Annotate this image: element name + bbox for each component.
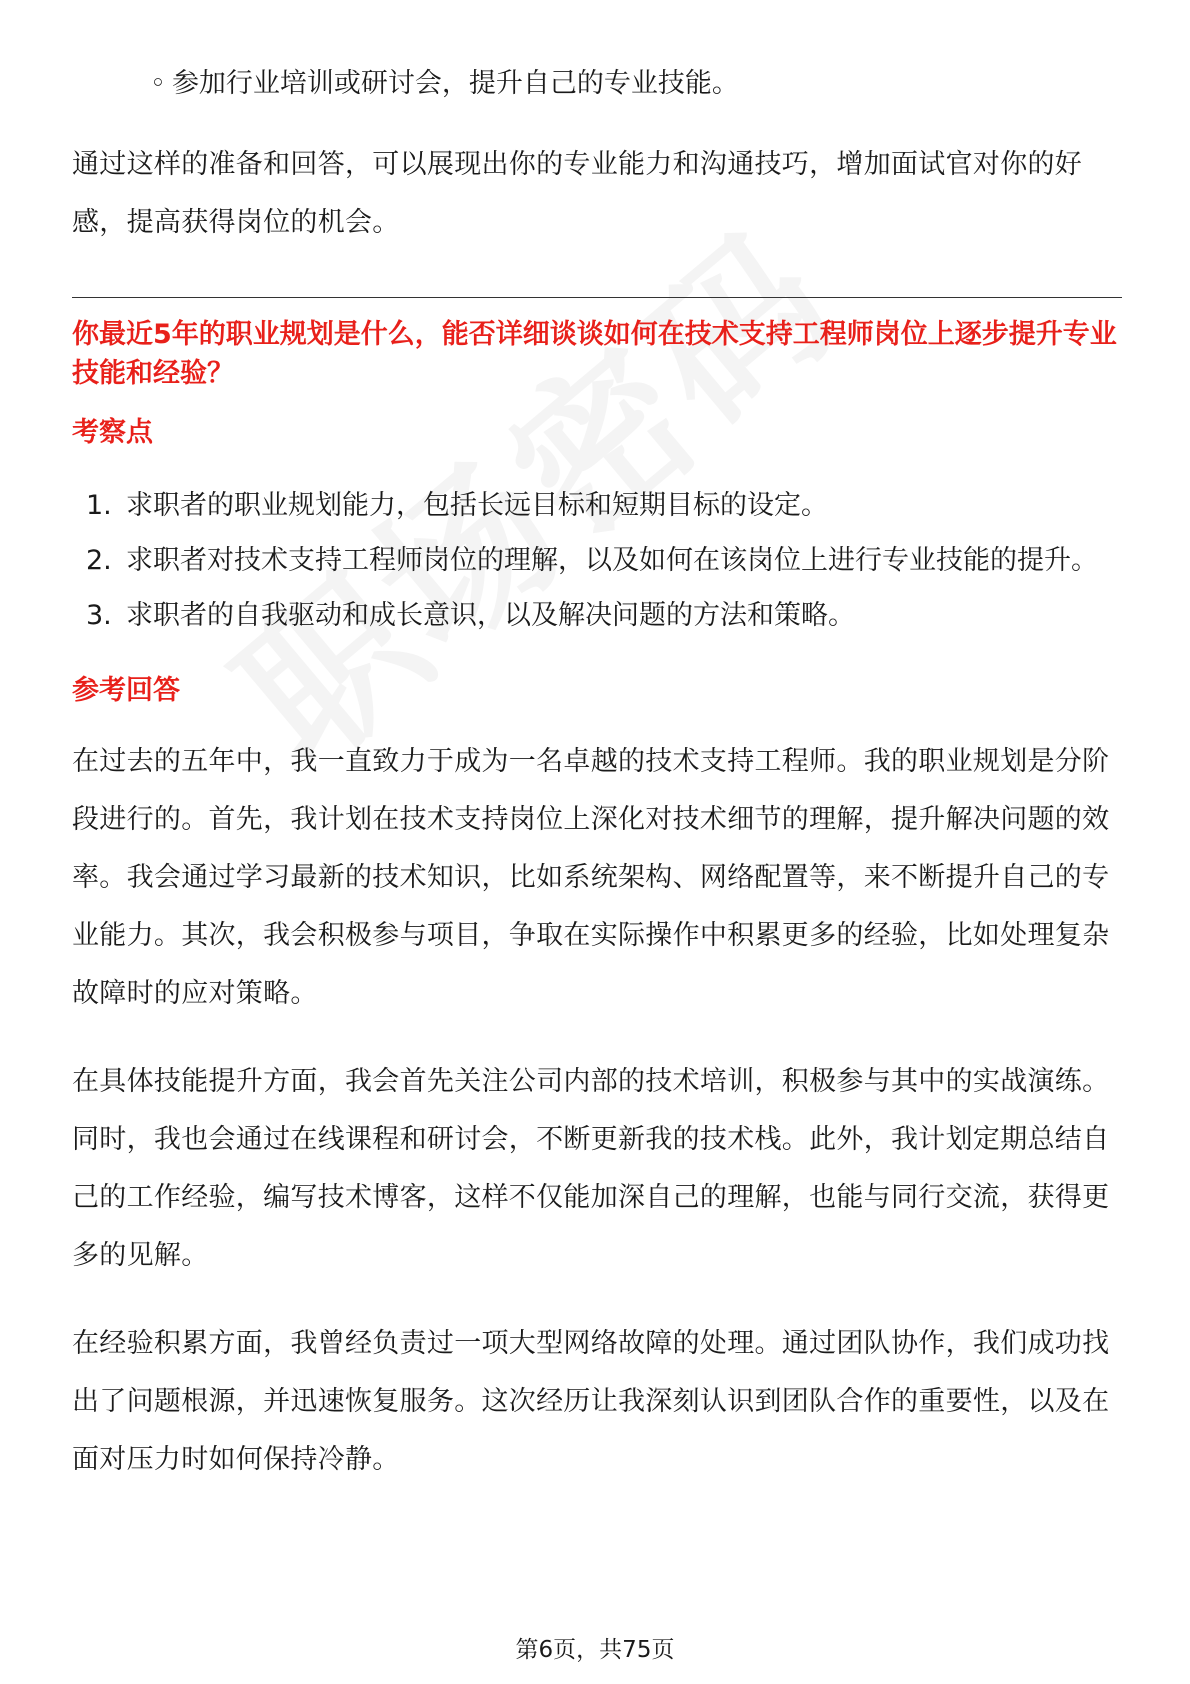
- answer-paragraph: 在经验积累方面，我曾经负责过一项大型网络故障的处理。通过团队协作，我们成功找出了问题根源，并迅速恢复服务。这次经历让我深刻认识到团队合作的重要性，以及在面对压力时如何保持冷静。: [72, 1328, 1110, 1475]
- list-item-text: 求职者的自我驱动和成长意识，以及解决问题的方法和策略。: [126, 600, 855, 631]
- list-item-text: 求职者的职业规划能力，包括长远目标和短期目标的设定。: [126, 490, 828, 521]
- list-number: 3.: [86, 600, 112, 631]
- list-item: [72, 478, 1122, 533]
- answer-paragraph: 在具体技能提升方面，我会首先关注公司内部的技术培训，积极参与其中的实战演练。同时，我也会通过在线课程和研讨会，不断更新我的技术栈。此外，我计划定期总结自己的工作经验，编写技术博客，这样不仅能加深自己的理解，也能与同行交流，获得更多的见解。: [72, 1066, 1110, 1271]
- list-item-text: 求职者对技术支持工程师岗位的理解，以及如何在该岗位上进行专业技能的提升。: [126, 545, 1098, 576]
- list-item: [72, 588, 1122, 643]
- points-heading: 考察点: [72, 417, 153, 448]
- list-number: 1.: [86, 490, 112, 521]
- answer-heading: 参考回答: [72, 675, 180, 706]
- page-number-footer: 第6页，共75页: [515, 1637, 675, 1663]
- section-divider: [72, 297, 1122, 298]
- top-bullet-text: 参加行业培训或研讨会，提升自己的专业技能。: [171, 68, 739, 99]
- list-number: 2.: [86, 545, 112, 576]
- question-heading: 你最近5年的职业规划是什么，能否详细谈谈如何在技术支持工程师岗位上逐步提升专业技能和经验？: [72, 319, 1117, 389]
- summary-paragraph: 通过这样的准备和回答，可以展现出你的专业能力和沟通技巧，增加面试官对你的好感，提高获得岗位的机会。: [72, 149, 1083, 238]
- top-bullet-item: [72, 60, 1122, 108]
- page-content: [72, 60, 1122, 1489]
- points-list: [72, 478, 1122, 643]
- answer-paragraph: 在过去的五年中，我一直致力于成为一名卓越的技术支持工程师。我的职业规划是分阶段进行的。首先，我计划在技术支持岗位上深化对技术细节的理解，提升解决问题的效率。我会通过学习最新的技术知识，比如系统架构、网络配置等，来不断提升自己的专业能力。其次，我会积极参与项目，争取在实际操作中积累更多的经验，比如处理复杂故障时的应对策略。: [72, 746, 1110, 1009]
- list-item: [72, 533, 1122, 588]
- bullet-circle-icon: ◦: [150, 68, 166, 99]
